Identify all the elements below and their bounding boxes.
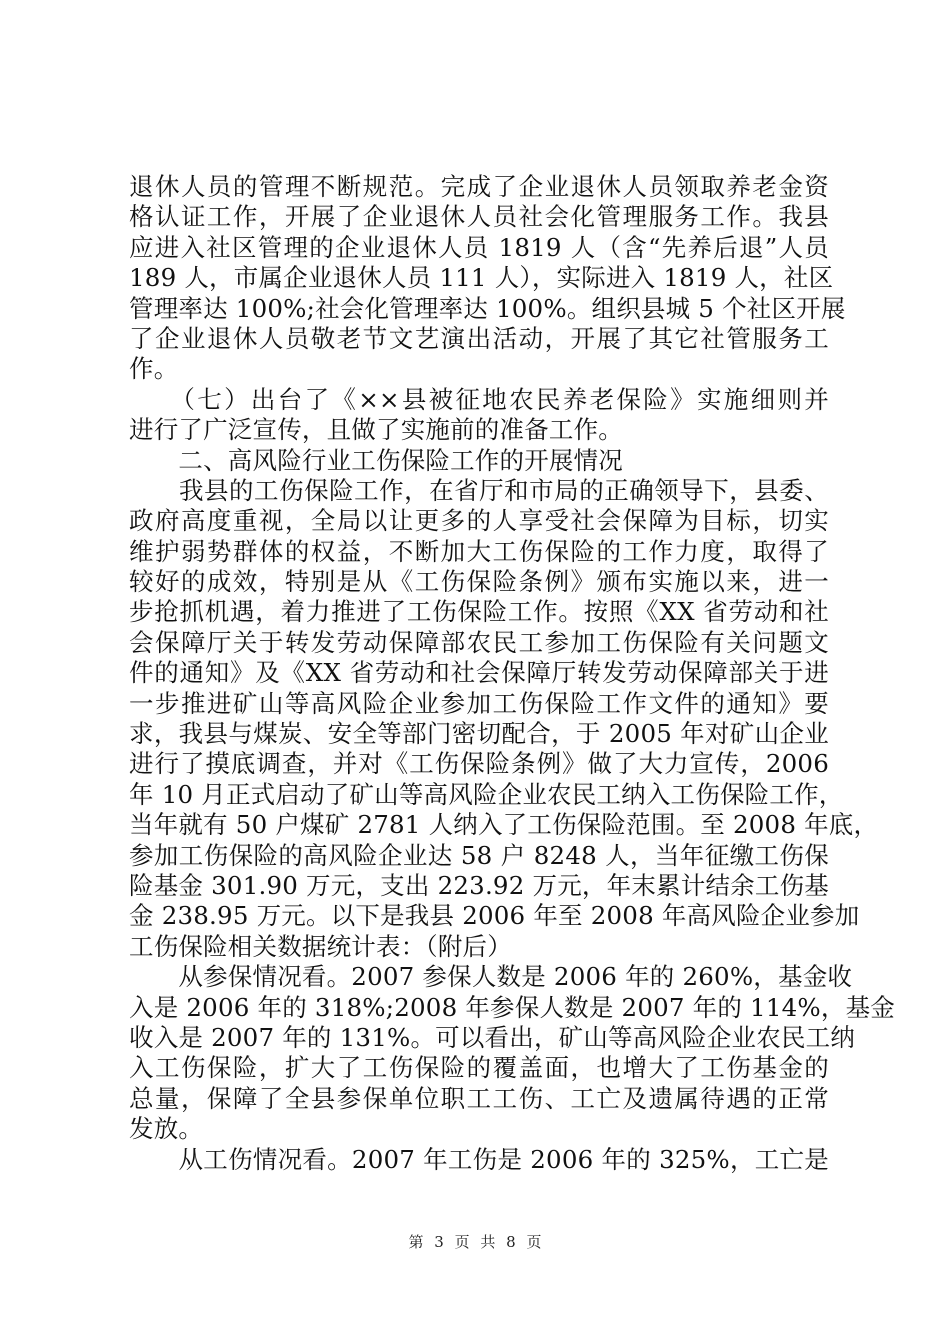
text-line: 入是 2006 年的 318%;2008 年参保人数是 2007 年的 114%，基金 — [129, 992, 896, 1022]
text-line: 从工伤情况看。2007 年工伤是 2006 年的 325%，工亡是 — [129, 1144, 829, 1174]
text-line: 了企业退休人员敬老节文艺演出活动，开展了其它社管服务工 — [129, 323, 829, 353]
text-line: 金 238.95 万元。以下是我县 2006 年至 2008 年高风险企业参加 — [129, 901, 860, 931]
text-line: 我县的工伤保险工作，在省厅和市局的正确领导下，县委、 — [129, 475, 829, 505]
text-line: 发放。 — [129, 1114, 204, 1144]
text-line: 年 10 月正式启动了矿山等高风险企业农民工纳入工伤保险工作， — [129, 779, 844, 809]
text-line: 较好的成效，特别是从《工伤保险条例》颁布实施以来，进一 — [129, 567, 829, 597]
section-heading: 二、高风险行业工伤保险工作的开展情况 — [129, 445, 623, 475]
text-line: 进行了摸底调查，并对《工伤保险条例》做了大力宣传，2006 — [129, 749, 829, 779]
text-line: 189 人，市属企业退休人员 111 人），实际进入 1819 人，社区 — [129, 263, 834, 293]
text-line: 参加工伤保险的高风险企业达 58 户 8248 人，当年征缴工伤保 — [129, 840, 829, 870]
page-number-footer: 第 3 页 共 8 页 — [408, 1233, 542, 1251]
text-line: 格认证工作，开展了企业退休人员社会化管理服务工作。我县 — [129, 202, 829, 232]
text-line: 工伤保险相关数据统计表：（附后） — [129, 931, 512, 961]
text-line: 应进入社区管理的企业退休人员 1819 人（含“先养后退”人员 — [129, 232, 829, 262]
text-line: 收入是 2007 年的 131%。可以看出，矿山等高风险企业农民工纳 — [129, 1022, 856, 1052]
text-line: 作。 — [129, 354, 179, 384]
text-line: 从参保情况看。2007 参保人数是 2006 年的 260%，基金收 — [129, 962, 853, 992]
text-line: （七）出台了《××县被征地农民养老保险》实施细则并 — [129, 384, 829, 414]
text-line: 管理率达 100%;社会化管理率达 100%。组织县城 5 个社区开展 — [129, 293, 846, 323]
text-line: 当年就有 50 户煤矿 2781 人纳入了工伤保险范围。至 2008 年底， — [129, 810, 879, 840]
text-line: 政府高度重视，全局以让更多的人享受社会保障为目标，切实 — [129, 506, 829, 536]
text-line: 件的通知》及《XX 省劳动和社会保障厅转发劳动保障部关于进 — [129, 658, 829, 688]
text-line: 求，我县与煤炭、安全等部门密切配合，于 2005 年对矿山企业 — [129, 719, 829, 749]
text-line: 一步推进矿山等高风险企业参加工伤保险工作文件的通知》要 — [129, 688, 829, 718]
document-body — [129, 172, 896, 1175]
text-line: 步抢抓机遇，着力推进了工伤保险工作。按照《XX 省劳动和社 — [129, 597, 829, 627]
text-line: 维护弱势群体的权益，不断加大工伤保险的工作力度，取得了 — [129, 536, 829, 566]
text-line: 险基金 301.90 万元，支出 223.92 万元，年末累计结余工伤基 — [129, 870, 829, 900]
text-line: 入工伤保险，扩大了工伤保险的覆盖面，也增大了工伤基金的 — [129, 1053, 829, 1083]
text-line: 退休人员的管理不断规范。完成了企业退休人员领取养老金资 — [129, 172, 829, 201]
text-line: 进行了广泛宣传，且做了实施前的准备工作。 — [129, 415, 623, 445]
text-line: 总量，保障了全县参保单位职工工伤、工亡及遗属待遇的正常 — [129, 1083, 829, 1113]
text-line: 会保障厅关于转发劳动保障部农民工参加工伤保险有关问题文 — [129, 627, 829, 657]
